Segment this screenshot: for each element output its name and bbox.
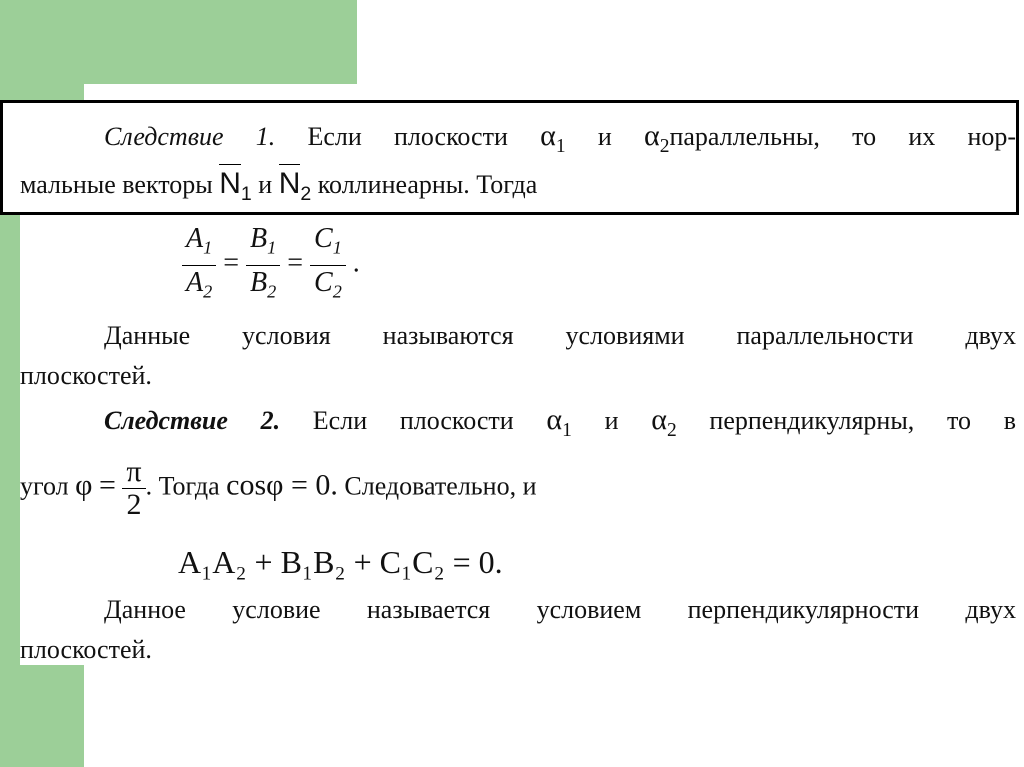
vector-n1: $N_1$ (219, 167, 252, 200)
fraction-a: $\frac{A_1}{A_2}$ (182, 222, 216, 308)
corollary-2-text: Если плоскости (312, 406, 514, 435)
vector-n2: $N_2$ (279, 167, 312, 200)
perp-note-line-2: плоскостей. (20, 635, 152, 664)
perp-note-line-1: Данное условие называется условием перпендикулярности двух (104, 595, 1016, 624)
pi-over-two-fraction: $\frac{\pi}{2}$ (122, 456, 145, 521)
and-word: и (597, 122, 612, 151)
content-backdrop (20, 215, 84, 665)
equals-sign: = (98, 468, 116, 502)
ratio-formula: $\frac{A_1}{A_2}$ = $\frac{B_1}{B_2}$ = $\frac{C_1}{C_2}$ . (182, 222, 360, 308)
corollary-1-heading: Следствие 1. (104, 122, 276, 151)
alpha-2-symbol-2: $\alpha_2$ (651, 403, 677, 441)
phi-symbol: φ (75, 468, 93, 502)
perpendicularity-equation: A₁A₂ + B₁B₂ + C₁C₂ = 0. (178, 544, 503, 580)
fraction-c: $\frac{C_1}{C_2}$ (310, 222, 346, 308)
cos-equation: cosφ = 0. (226, 468, 338, 502)
alpha-1-symbol: $\alpha_1$ (540, 119, 566, 157)
then-word: . Тогда (145, 471, 220, 501)
and-word-2: и (258, 170, 273, 199)
corollary-2-heading: Следствие 2. (104, 406, 281, 435)
corollary-2-tail: перпендикулярны, то в (709, 406, 1017, 435)
parallel-note-line-2: плоскостей. (20, 361, 152, 390)
parallel-note-line-1: Данные условия называются условиями параллельности двух (104, 321, 1016, 350)
angle-word: угол (20, 471, 69, 501)
collinear-text: коллинеарны. Тогда (317, 170, 538, 199)
fraction-b: $\frac{B_1}{B_2}$ (246, 222, 280, 308)
corollary-1-line-1 (104, 120, 1016, 163)
corollary-1-line-2 (20, 168, 537, 210)
normal-vectors-text: мальные векторы (20, 170, 213, 199)
corollary-2-line-2 (20, 456, 536, 521)
alpha-1-symbol-2: $\alpha_1$ (546, 403, 572, 441)
corollary-1-tail: параллельны, то их нор- (669, 122, 1017, 151)
consequently-text: Следовательно, и (344, 471, 537, 501)
and-word-3: и (604, 406, 619, 435)
corollary-1-text: Если плоскости (307, 122, 508, 151)
alpha-2-symbol: $\alpha_2$ (643, 119, 670, 157)
corollary-2-line-1 (104, 404, 1016, 447)
